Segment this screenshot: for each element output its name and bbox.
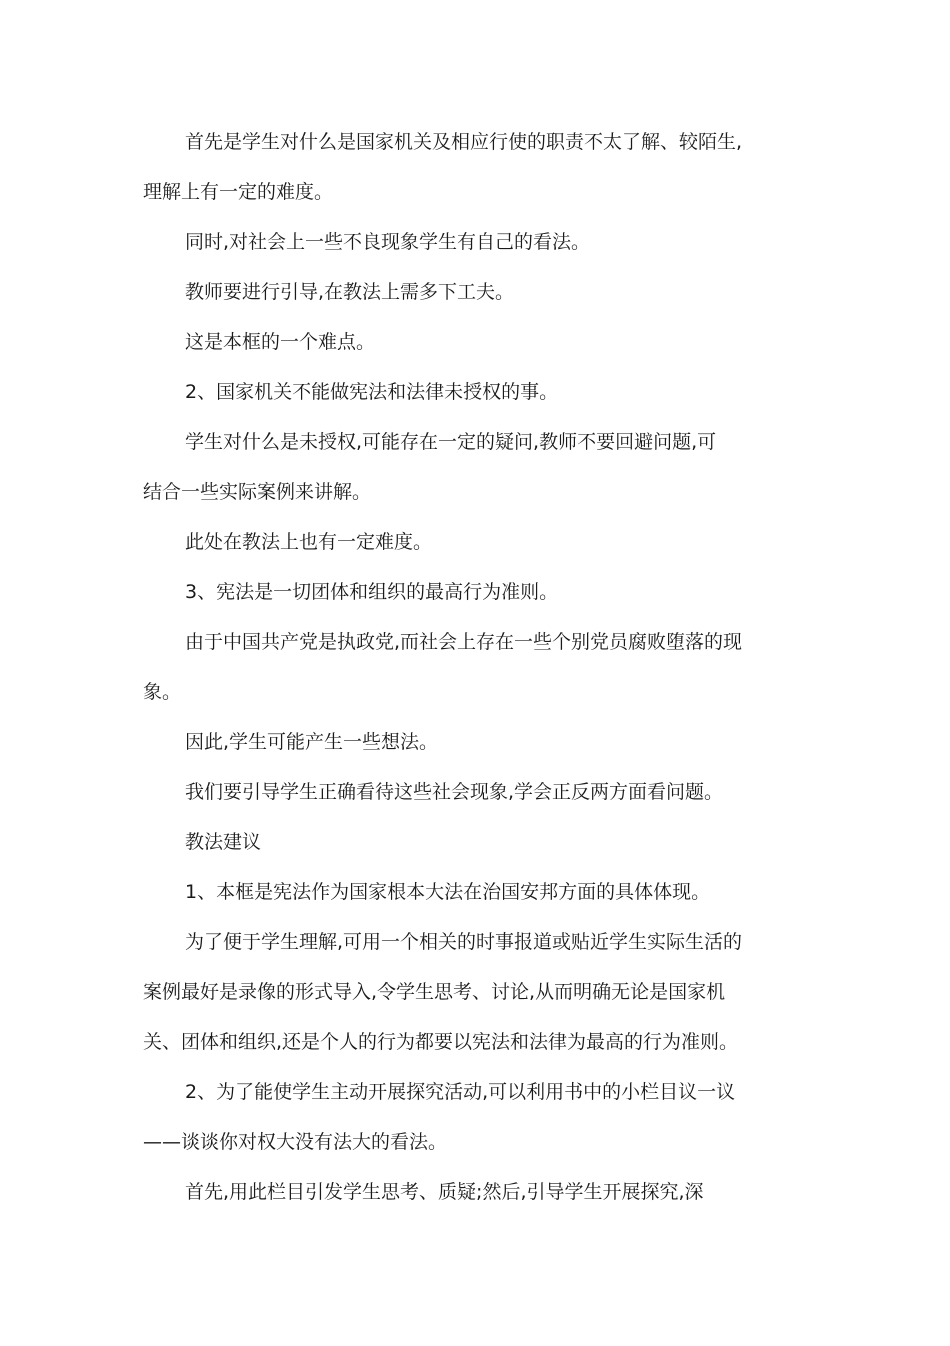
text-line: 由于中国共产党是执政党,而社会上存在一些个别党员腐败堕落的现 [185,631,743,653]
text-line: 为了便于学生理解,可用一个相关的时事报道或贴近学生实际生活的 [185,931,743,953]
text-line: 理解上有一定的难度。 [143,181,334,203]
text-line: 案例最好是录像的形式导入,令学生思考、讨论,从而明确无论是国家机 [143,981,726,1003]
text-line: 1、本框是宪法作为国家根本大法在治国安邦方面的具体体现。 [185,881,711,903]
text-line: 首先,用此栏目引发学生思考、质疑;然后,引导学生开展探究,深 [185,1181,704,1203]
text-line: 2、国家机关不能做宪法和法律未授权的事。 [185,381,559,403]
text-line: 首先是学生对什么是国家机关及相应行使的职责不太了解、较陌生, [185,131,743,153]
text-line: 我们要引导学生正确看待这些社会现象,学会正反两方面看问题。 [185,781,724,803]
text-line: 结合一些实际案例来讲解。 [143,481,372,503]
text-line: ——谈谈你对权大没有法大的看法。 [143,1131,448,1153]
text-line: 教师要进行引导,在教法上需多下工夫。 [185,281,515,303]
text-line: 因此,学生可能产生一些想法。 [185,731,439,753]
text-line: 关、团体和组织,还是个人的行为都要以宪法和法律为最高的行为准则。 [143,1031,739,1053]
text-line: 同时,对社会上一些不良现象学生有自己的看法。 [185,231,591,253]
text-line: 学生对什么是未授权,可能存在一定的疑问,教师不要回避问题,可 [185,431,717,453]
section-heading: 教法建议 [185,831,262,853]
text-line: 3、宪法是一切团体和组织的最高行为准则。 [185,581,559,603]
text-line: 2、为了能使学生主动开展探究活动,可以利用书中的小栏目议一议 [185,1081,736,1103]
text-line: 象。 [143,681,182,703]
text-line: 此处在教法上也有一定难度。 [185,531,433,553]
text-line: 这是本框的一个难点。 [185,331,376,353]
